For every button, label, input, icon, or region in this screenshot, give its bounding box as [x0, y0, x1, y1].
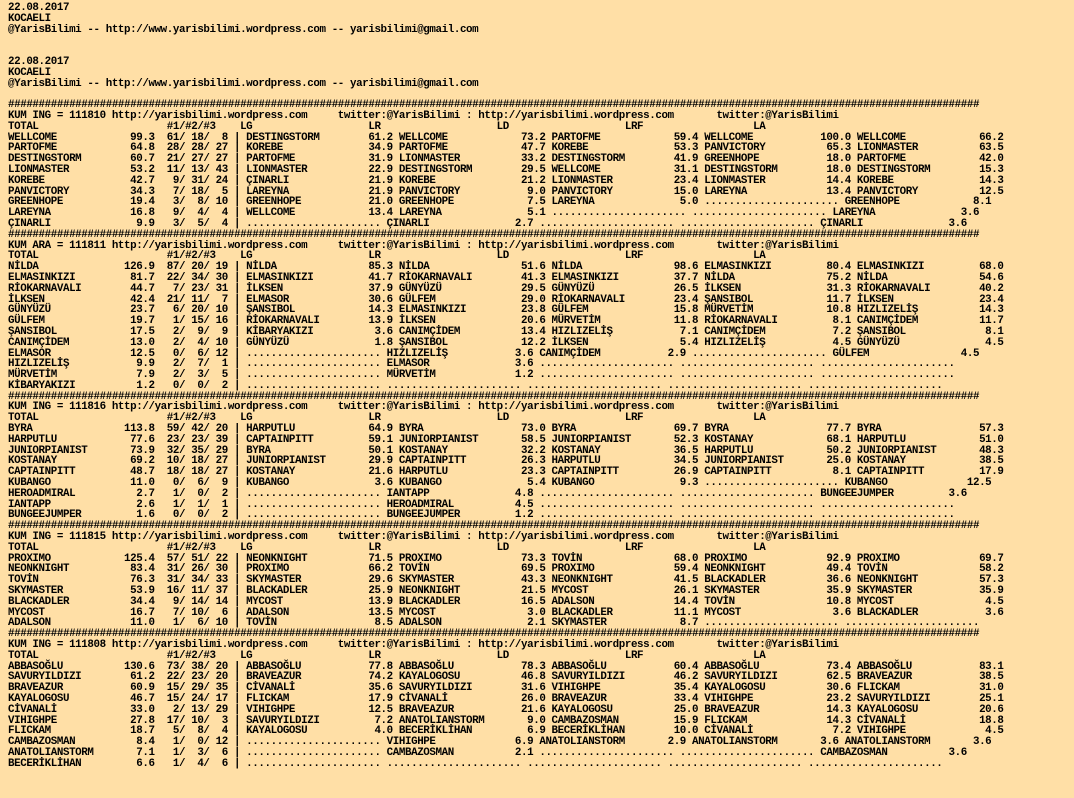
text-line: NİLDA 126.9 87/ 20/ 19 | NİLDA 85.3 NİLDA 51.6 NİLDA 98.6 ELMASINKIZI 80.4 ELMASINKIZI 68.0 [8, 261, 1004, 274]
text-line: KİBARYAKIZI 1.2 0/ 0/ 2 | ...................... ...................... ...................... ...................... ...................... [8, 379, 943, 392]
text-line: ANATOLIANSTORM 7.1 1/ 3/ 6 | ...................... CAMBAZOSMAN 2.1 ...................... ...................... CAMBAZOSMAN 3.6 [8, 746, 967, 759]
text-line: HARPUTLU 77.6 23/ 23/ 39 | CAPTAINPITT 59.1 JUNIORPIANIST 58.5 JUNIORPIANIST 52.3 KOSTANAY 68.1 HARPUTLU 51.0 [8, 433, 1004, 446]
text-line: BRAVEAZUR 60.9 15/ 29/ 35 | CİVANALİ 35.6 SAVURYILDIZI 31.6 VIHIGHPE 35.4 KAYALOGOSU 30.6 FLICKAM 31.0 [8, 682, 1004, 695]
text-line: PROXIMO 125.4 57/ 51/ 22 | NEONKNIGHT 71.5 PROXIMO 73.3 TOVİN 68.0 PROXIMO 92.9 PROXIMO 69.7 [8, 552, 1004, 565]
text-line: 22.08.2017 [8, 2, 70, 14]
text-line: VIHIGHPE 27.8 17/ 10/ 3 | SAVURYILDIZI 7.2 ANATOLIANSTORM 9.0 CAMBAZOSMAN 15.9 FLICKAM 14.3 CİVANALİ 18.8 [8, 714, 1004, 727]
text-line: GREENHOPE 19.4 3/ 8/ 10 | GREENHOPE 21.0 GREENHOPE 7.5 LAREYNA 5.0 ...................... GREENHOPE 8.1 [8, 196, 992, 209]
text-line: HEROADMIRAL 2.7 1/ 0/ 2 | ...................... IANTAPP 4.8 ...................... ...................... BUNGEEJUMPER 3.6 [8, 487, 967, 500]
text-line: CAMBAZOSMAN 8.4 1/ 0/ 12 | ...................... VIHIGHPE 6.9 ANATOLIANSTORM 2.9 ANATOLIANSTORM 3.6 ANATOLIANSTORM 3.6 [8, 736, 992, 749]
text-line: TOTAL #1/#2/#3 LG LR LD LRF LA [8, 412, 766, 425]
text-line: RİOKARNAVALI 44.7 7/ 23/ 31 | İLKSEN 37.9 GÜNYÜZÜ 29.5 GÜNYÜZÜ 26.5 İLKSEN 31.3 RİOKARNAVALI 40.2 [8, 282, 1004, 295]
text-line: CANIMÇİDEM 13.0 2/ 4/ 10 | GÜNYÜZÜ 1.8 ŞANSIBOL 12.2 İLKSEN 5.4 HIZLIZELİŞ 4.5 GÜNYÜZÜ 4.5 [8, 336, 1004, 349]
text-line: GÜNYÜZÜ 23.7 6/ 20/ 10 | ŞANSIBOL 14.3 ELMASINKIZI 23.8 GÜLFEM 15.8 MÜRVETİM 10.8 HIZLIZELİŞ 14.3 [8, 304, 1004, 317]
text-line: TOTAL #1/#2/#3 LG LR LD LRF LA [8, 120, 766, 133]
text-line: ABBASOĞLU 130.6 73/ 38/ 20 | ABBASOĞLU 77.8 ABBASOĞLU 78.3 ABBASOĞLU 60.4 ABBASOĞLU 73.4 ABBASOĞLU 83.1 [8, 660, 1004, 673]
text-line: ÇINARLI 9.9 3/ 5/ 4 | ...................... ÇINARLI 2.7 ...................... ...................... ÇINARLI 3.6 [8, 217, 967, 230]
text-line: LAREYNA 16.8 9/ 4/ 4 | WELLCOME 13.4 LAREYNA 5.1 ...................... ...................... LAREYNA 3.6 [8, 207, 980, 220]
separator-line: ############################################################################################################################################################### [8, 628, 980, 641]
text-line: PANVICTORY 34.3 7/ 18/ 5 | LAREYNA 21.9 PANVICTORY 9.0 PANVICTORY 15.0 LAREYNA 13.4 PANVICTORY 12.5 [8, 185, 1004, 198]
separator-line: ############################################################################################################################################################### [8, 228, 980, 241]
text-line: ŞANSIBOL 17.5 2/ 9/ 9 | KİBARYAKIZI 3.6 CANIMÇİDEM 13.4 HIZLIZELİŞ 7.1 CANIMÇİDEM 7.2 ŞANSIBOL 8.1 [8, 325, 1004, 338]
text-line: NEONKNIGHT 83.4 31/ 26/ 30 | PROXIMO 66.2 TOVİN 69.5 PROXIMO 59.4 NEONKNIGHT 49.4 TOVİN 58.2 [8, 563, 1004, 576]
text-line: TOVİN 76.3 31/ 34/ 33 | SKYMASTER 29.6 SKYMASTER 43.3 NEONKNIGHT 41.5 BLACKADLER 36.6 NEONKNIGHT 57.3 [8, 574, 1004, 587]
text-line: PARTOFME 64.8 28/ 28/ 27 | KOREBE 34.9 PARTOFME 47.7 KOREBE 53.3 PANVICTORY 65.3 LIONMASTER 63.5 [8, 142, 1004, 155]
text-line: 22.08.2017 [8, 55, 70, 68]
text-line: KUM ING = 111815 http://yarisbilimi.wordpress.com twitter:@YarisBilimi : http://yarisbilimi.wordpress.com twitter:@YarisBilimi [8, 531, 839, 544]
text-line: SAVURYILDIZI 61.2 22/ 23/ 20 | BRAVEAZUR 74.2 KAYALOGOSU 46.8 SAVURYILDIZI 46.2 SAVURYILDIZI 62.5 BRAVEAZUR 38.5 [8, 671, 1004, 684]
text-line: IANTAPP 2.6 1/ 1/ 1 | ...................... HEROADMIRAL 4.5 ...................... ...................... ...................... [8, 498, 955, 511]
document-text [8, 3, 1004, 770]
text-line: KOREBE 42.7 9/ 31/ 24 | ÇINARLI 21.9 KOREBE 21.2 LIONMASTER 23.4 LIONMASTER 14.4 KOREBE 14.3 [8, 174, 1004, 187]
text-line: KUM ING = 111816 http://yarisbilimi.wordpress.com twitter:@YarisBilimi : http://yarisbilimi.wordpress.com twitter:@YarisBilimi [8, 401, 839, 414]
text-line: GÜLFEM 19.7 1/ 15/ 16 | RİOKARNAVALI 13.9 İLKSEN 20.6 MÜRVETİM 11.8 RİOKARNAVALI 8.1 CANIMÇİDEM 11.7 [8, 315, 1004, 328]
text-line: BUNGEEJUMPER 1.6 0/ 0/ 2 | ...................... BUNGEEJUMPER 1.2 ...................... ...................... ...................... [8, 509, 955, 522]
text-line: CİVANALİ 33.0 2/ 13/ 29 | VIHIGHPE 12.5 BRAVEAZUR 21.6 KAYALOGOSU 25.0 BRAVEAZUR 14.3 KAYALOGOSU 20.6 [8, 703, 1004, 716]
text-line: BYRA 113.8 59/ 42/ 20 | HARPUTLU 64.9 BYRA 73.0 BYRA 69.7 BYRA 77.7 BYRA 57.3 [8, 423, 1004, 436]
text-line: İLKSEN 42.4 21/ 11/ 7 | ELMASOR 30.6 GÜLFEM 29.0 RİOKARNAVALI 23.4 ŞANSIBOL 11.7 İLKSEN 23.4 [8, 293, 1004, 306]
text-line: KOSTANAY 69.2 10/ 18/ 27 | JUNIORPIANIST 29.9 CAPTAINPITT 26.3 HARPUTLU 34.5 JUNIORPIANIST 25.0 KOSTANAY 38.5 [8, 455, 1004, 468]
text-line: ADALSON 11.0 1/ 6/ 10 | TOVİN 8.5 ADALSON 2.1 SKYMASTER 8.7 ...................... ...................... [8, 617, 980, 630]
text-line: LIONMASTER 53.2 11/ 13/ 43 | LIONMASTER 22.9 DESTINGSTORM 29.5 WELLCOME 31.1 DESTINGSTORM 18.0 DESTINGSTORM 15.3 [8, 163, 1004, 176]
text-line: ELMASOR 12.5 0/ 6/ 12 | ...................... HIZLIZELİŞ 3.6 CANIMÇİDEM 2.9 ...................... GÜLFEM 4.5 [8, 347, 980, 360]
text-line: BECERİKLİHAN 6.6 1/ 4/ 6 | ...................... ...................... ...................... ...................... ...................... [8, 757, 943, 770]
separator-line: ############################################################################################################################################################### [8, 390, 980, 403]
text-line: DESTINGSTORM 60.7 21/ 27/ 27 | PARTOFME 31.9 LIONMASTER 33.2 DESTINGSTORM 41.9 GREENHOPE 18.0 PARTOFME 42.0 [8, 153, 1004, 166]
text-line: KUM ARA = 111811 http://yarisbilimi.wordpress.com twitter:@YarisBilimi : http://yarisbilimi.wordpress.com twitter:@YarisBilimi [8, 239, 839, 252]
text-line: @YarisBilimi -- http://www.yarisbilimi.wordpress.com -- yarisbilimi@gmail.com [8, 23, 479, 36]
text-line: HIZLIZELİŞ 9.9 2/ 7/ 1 | ...................... ELMASOR 3.6 ...................... ...................... ...................... [8, 358, 955, 371]
text-line: BLACKADLER 34.4 9/ 14/ 14 | MYCOST 13.9 BLACKADLER 16.5 ADALSON 14.4 TOVİN 10.8 MYCOST 4.5 [8, 595, 1004, 608]
text-line: TOTAL #1/#2/#3 LG LR LD LRF LA [8, 649, 766, 662]
text-line: KUBANGO 11.0 0/ 6/ 9 | KUBANGO 3.6 KUBANGO 5.4 KUBANGO 9.3 ...................... KUBANGO 12.5 [8, 477, 992, 490]
text-line: TOTAL #1/#2/#3 LG LR LD LRF LA [8, 541, 766, 554]
text-line: CAPTAINPITT 48.7 18/ 18/ 27 | KOSTANAY 21.6 HARPUTLU 23.3 CAPTAINPITT 26.9 CAPTAINPITT 8.1 CAPTAINPITT 17.9 [8, 466, 1004, 479]
text-line: MYCOST 16.7 7/ 10/ 6 | ADALSON 13.5 MYCOST 3.0 BLACKADLER 11.1 MYCOST 3.6 BLACKADLER 3.6 [8, 606, 1004, 619]
text-line: JUNIORPIANIST 73.9 32/ 35/ 29 | BYRA 50.1 KOSTANAY 32.2 KOSTANAY 36.5 HARPUTLU 50.2 JUNIORPIANIST 48.3 [8, 444, 1004, 457]
text-line: @YarisBilimi -- http://www.yarisbilimi.wordpress.com -- yarisbilimi@gmail.com [8, 77, 479, 90]
text-line: WELLCOME 99.3 61/ 18/ 8 | DESTINGSTORM 61.2 WELLCOME 73.2 PARTOFME 59.4 WELLCOME 100.0 WELLCOME 66.2 [8, 131, 1004, 144]
text-line [8, 46, 1004, 57]
text-line: KAYALOGOSU 46.7 15/ 24/ 17 | FLICKAM 17.9 CİVANALİ 26.0 BRAVEAZUR 33.4 VIHIGHPE 23.2 SAVURYILDIZI 25.1 [8, 693, 1004, 705]
separator-line: ############################################################################################################################################################### [8, 520, 980, 533]
text-line: TOTAL #1/#2/#3 LG LR LD LRF LA [8, 250, 766, 263]
text-line: KUM ING = 111808 http://yarisbilimi.wordpress.com twitter:@YarisBilimi : http://yarisbilimi.wordpress.com twitter:@YarisBilimi [8, 639, 839, 652]
text-line: MÜRVETİM 7.9 2/ 3/ 5 | ...................... MÜRVETİM 1.2 ...................... ...................... ...................... [8, 369, 955, 382]
text-line [8, 35, 1004, 46]
text-line: KUM ING = 111810 http://yarisbilimi.wordpress.com twitter:@YarisBilimi : http://yarisbilimi.wordpress.com twitter:@YarisBilimi [8, 109, 839, 122]
separator-line: ############################################################################################################################################################### [8, 99, 980, 112]
text-line: ELMASINKIZI 81.7 22/ 34/ 30 | ELMASINKIZI 41.7 RİOKARNAVALI 41.3 ELMASINKIZI 37.7 NİLDA 75.2 NİLDA 54.6 [8, 271, 1004, 284]
text-line: SKYMASTER 53.9 16/ 11/ 37 | BLACKADLER 25.9 NEONKNIGHT 21.5 MYCOST 26.1 SKYMASTER 35.9 SKYMASTER 35.9 [8, 585, 1004, 598]
text-line: KOCAELI [8, 66, 51, 79]
text-line: FLICKAM 18.7 5/ 8/ 4 | KAYALOGOSU 4.0 BECERİKLİHAN 6.9 BECERİKLİHAN 10.0 CİVANALİ 7.2 VIHIGHPE 4.5 [8, 725, 1004, 738]
text-line: KOCAELI [8, 12, 51, 25]
